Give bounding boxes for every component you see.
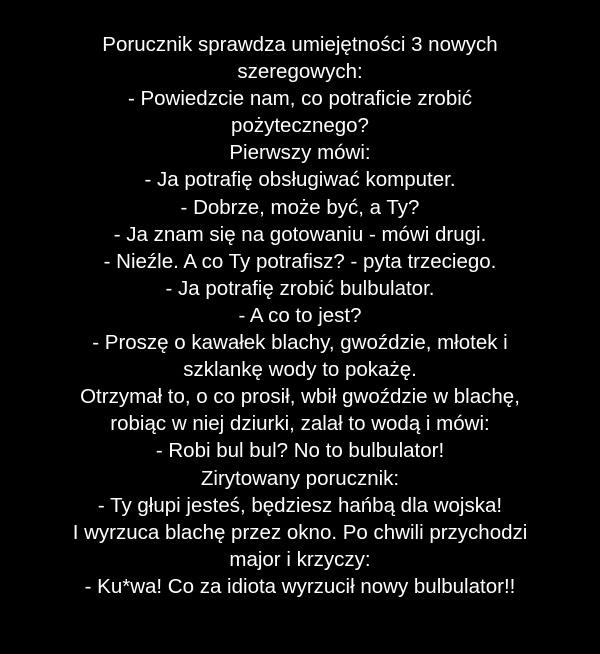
joke-line: - Dobrze, może być, a Ty?: [180, 195, 420, 219]
joke-line: robiąc w niej dziurki, zalał to wodą i mówi:: [110, 412, 490, 436]
joke-line: Porucznik sprawdza umiejętności 3 nowych: [102, 33, 498, 56]
joke-line: - Nieźle. A co Ty potrafisz? - pyta trzeciego.: [103, 249, 497, 273]
joke-line: - A co to jest?: [238, 303, 362, 327]
joke-line: - Proszę o kawałek blachy, gwoździe, młotek i: [92, 331, 508, 355]
joke-line: Zirytowany porucznik:: [200, 466, 400, 490]
joke-line: pożytecznego?: [231, 114, 369, 138]
joke-line: - Ku*wa! Co za idiota wyrzucił nowy bulbulator!!: [84, 574, 516, 598]
joke-line: - Ja potrafię obsługiwać komputer.: [144, 168, 456, 192]
joke-line: Otrzymał to, o co prosił, wbił gwoździe w blachę,: [80, 385, 520, 409]
joke-line: - Robi bul bul? No to bulbulator!: [155, 439, 445, 463]
joke-line: - Ja potrafię zrobić bulbulator.: [165, 276, 435, 300]
joke-line: major i krzyczy:: [229, 547, 371, 571]
joke-text: [0, 31, 600, 600]
joke-line: I wyrzuca blachę przez okno. Po chwili przychodzi: [72, 520, 528, 544]
joke-line: - Ja znam się na gotowaniu - mówi drugi.: [113, 222, 487, 246]
joke-line: szeregowych:: [237, 60, 363, 84]
joke-line: szklankę wody to pokażę.: [183, 358, 417, 382]
joke-line: - Ty głupi jesteś, będziesz hańbą dla wojska!: [97, 493, 503, 517]
joke-line: Pierwszy mówi:: [229, 141, 371, 165]
joke-line: - Powiedzcie nam, co potraficie zrobić: [127, 87, 473, 111]
